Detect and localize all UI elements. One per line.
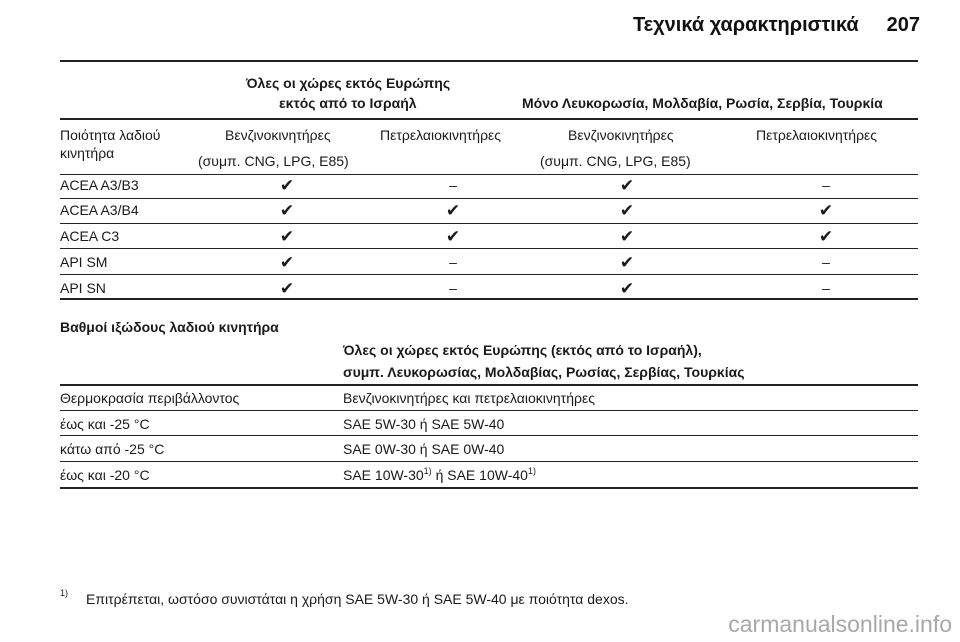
table-header-rule [60, 118, 918, 120]
quality-row-label: ACEA A3/B4 [60, 202, 139, 218]
check-icon: ✔ [619, 279, 635, 298]
check-icon: ✔ [279, 279, 295, 298]
col-header-quality-line2: κινητήρα [60, 145, 115, 161]
col-header-petrol-2: Βενζινοκινητήρες [568, 127, 674, 143]
grade-b: ή SAE 10W-40 [431, 467, 528, 483]
dash-mark: – [822, 280, 830, 296]
page-number: 207 [886, 14, 920, 36]
viscosity-row-temp: έως και -25 °C [60, 416, 150, 432]
dash-mark: – [449, 280, 457, 296]
col-header-petrol-2-note: (συμπ. CNG, LPG, E85) [540, 153, 691, 169]
quality-row-label: ACEA A3/B3 [60, 177, 139, 193]
viscosity-row-grade: SAE 0W-30 ή SAE 0W-40 [343, 441, 505, 457]
footnote-mark: 1) [60, 588, 69, 598]
quality-row-label: API SN [60, 280, 106, 296]
check-icon: ✔ [818, 201, 834, 220]
footnote-text: Επιτρέπεται, ωστόσο συνιστάται η χρήση SAE 5W-30 ή SAE 5W-40 με ποιότητα dexos. [86, 591, 629, 607]
check-icon: ✔ [279, 176, 295, 195]
check-icon: ✔ [619, 201, 635, 220]
page-header [633, 14, 920, 37]
check-icon: ✔ [279, 201, 295, 220]
check-icon: ✔ [445, 227, 461, 246]
row-rule [60, 274, 918, 275]
dash-mark: – [449, 177, 457, 193]
viscosity-header-rule [60, 384, 918, 386]
viscosity-section-title: Βαθμοί ιξώδους λαδιού κινητήρα [60, 319, 279, 335]
row-rule [60, 223, 918, 224]
check-icon: ✔ [279, 253, 295, 272]
dash-mark: – [822, 254, 830, 270]
grade-a: SAE 10W-30 [343, 467, 424, 483]
header-rule [60, 60, 918, 62]
check-icon: ✔ [818, 227, 834, 246]
group-heading-left-line1: Όλες οι χώρες εκτός Ευρώπης [246, 75, 451, 91]
row-rule [60, 248, 918, 249]
row-rule [60, 174, 918, 175]
viscosity-bottom-rule [60, 487, 918, 489]
row-rule [60, 410, 918, 411]
dash-mark: – [822, 177, 830, 193]
check-icon: ✔ [279, 227, 295, 246]
check-icon: ✔ [445, 201, 461, 220]
group-heading-right: Μόνο Λευκορωσία, Μολδαβία, Ρωσία, Σερβία, Τουρκία [522, 95, 883, 111]
col-header-petrol-1-note: (συμπ. CNG, LPG, E85) [198, 153, 349, 169]
viscosity-row-grade [343, 467, 536, 484]
row-rule [60, 435, 918, 436]
dash-mark: – [449, 254, 457, 270]
quality-row-label: ACEA C3 [60, 228, 120, 244]
table-bottom-rule [60, 298, 918, 300]
row-rule [60, 198, 918, 199]
check-icon: ✔ [619, 227, 635, 246]
quality-row-label: API SM [60, 254, 108, 270]
viscosity-row-temp: κάτω από -25 °C [60, 441, 165, 457]
viscosity-group-heading-line2: συμπ. Λευκορωσίας, Μολδαβίας, Ρωσίας, Σερβίας, Τουρκίας [343, 364, 745, 380]
col-header-diesel-1: Πετρελαιοκινητήρες [380, 127, 502, 143]
viscosity-row-temp: έως και -20 °C [60, 467, 150, 483]
col-header-quality-line1: Ποιότητα λαδιού [60, 127, 161, 143]
footnote-ref: 1) [527, 466, 536, 476]
check-icon: ✔ [619, 253, 635, 272]
page-title: Τεχνικά χαρακτηριστικά [632, 14, 859, 36]
footnote-ref: 1) [423, 466, 432, 476]
row-rule [60, 461, 918, 462]
viscosity-row-grade: SAE 5W-30 ή SAE 5W-40 [343, 416, 505, 432]
group-heading-left-line2: εκτός από το Ισραήλ [279, 95, 417, 111]
col-header-temp: Θερμοκρασία περιβάλλοντος [60, 390, 240, 406]
col-header-diesel-2: Πετρελαιοκινητήρες [756, 127, 878, 143]
watermark[interactable]: carmanualsonline.info [728, 611, 952, 637]
col-header-petrol-1: Βενζινοκινητήρες [225, 127, 331, 143]
check-icon: ✔ [619, 176, 635, 195]
col-header-engines: Βενζινοκινητήρες και πετρελαιοκινητήρες [343, 390, 595, 406]
viscosity-group-heading-line1: Όλες οι χώρες εκτός Ευρώπης (εκτός από το Ισραήλ), [343, 342, 702, 358]
